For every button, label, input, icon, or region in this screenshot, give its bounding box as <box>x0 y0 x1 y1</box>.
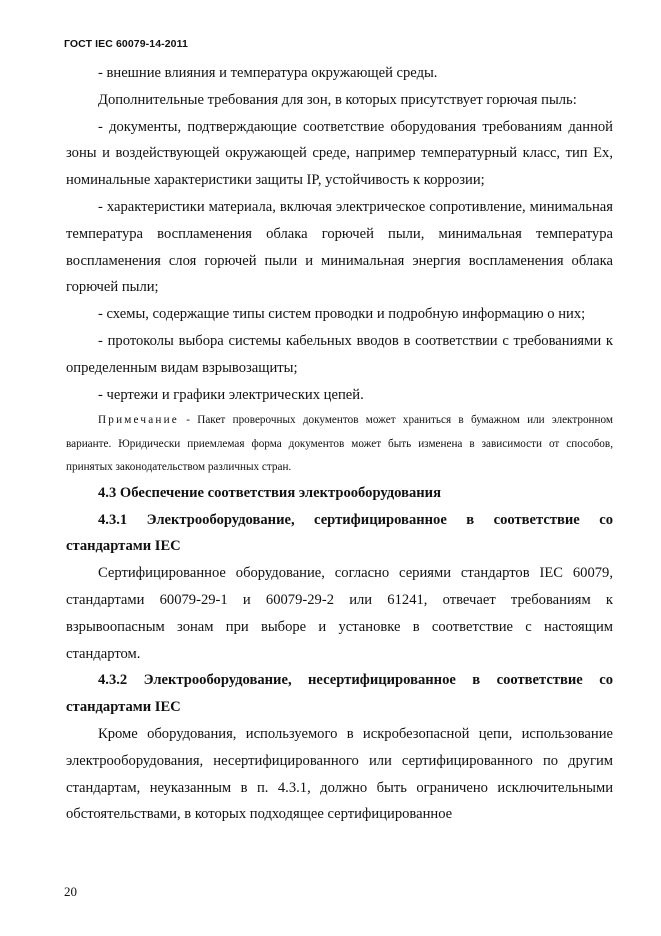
note-text: - Пакет проверочных документов может храниться в бумажном или электронном варианте. Юридически приемлемая форма документов может быть изменена в зависимости от способов, принятых законодательством различных стран. <box>66 414 613 474</box>
list-item-drawings: - чертежи и графики электрических цепей. <box>98 386 364 403</box>
document-header-code: ГОСТ IEC 60079-14-2011 <box>64 38 188 50</box>
section-4-3-2-text: Кроме оборудования, используемого в искробезопасной цепи, использование электрооборудования, несертифицированного или сертифицированного по другим стандартам, неуказанным в п. 4.3.1, должно быть ограничено исключительными обстоятельствами, в которых подходящее сертифицированное <box>66 726 613 823</box>
list-item-cable-entry-protocols: - протоколы выбора системы кабельных вводов в соответствии с требованиями к определенным видам взрывозащиты; <box>66 332 613 376</box>
list-item-external-influences: - внешние влияния и температура окружающей среды. <box>98 65 438 81</box>
paragraph-dust-requirements: Дополнительные требования для зон, в которых присутствует горючая пыль: <box>98 91 577 108</box>
section-4-3-2-heading: 4.3.2 Электрооборудование, несертифицированное в соответствие со стандартами IEC <box>66 672 613 716</box>
note-paragraph <box>66 409 613 480</box>
document-body <box>66 60 613 828</box>
list-item-documents: - документы, подтверждающие соответствие оборудования требованиям данной зоны и воздействующей окружающей среде, например температурный класс, тип Ex, номинальные характеристики защиты IP, устойчивость к коррозии; <box>66 118 613 189</box>
section-4-3-1-text: Сертифицированное оборудование, согласно сериями стандартов IEC 60079, стандартами 60079-29-1 и 60079-29-2 или 61241, отвечает требованиям к взрывоопасным зонам при выборе и установке в соответствие с настоящим стандартом. <box>66 565 613 662</box>
page-number: 20 <box>64 884 77 899</box>
note-label: Примечание <box>98 414 179 427</box>
section-4-3-1-heading: 4.3.1 Электрооборудование, сертифицированное в соответствие со стандартами IEC <box>66 511 613 555</box>
list-item-wiring-schemes: - схемы, содержащие типы систем проводки и подробную информацию о них; <box>98 306 586 323</box>
list-item-material-characteristics: - характеристики материала, включая электрическое сопротивление, минимальная температура воспламенения облака горючей пыли, минимальная температура воспламенения слоя горючей пыли и минимальная энергия воспламенения облака горючей пыли; <box>66 198 613 296</box>
section-4-3-heading: 4.3 Обеспечение соответствия электрооборудования <box>98 484 441 501</box>
